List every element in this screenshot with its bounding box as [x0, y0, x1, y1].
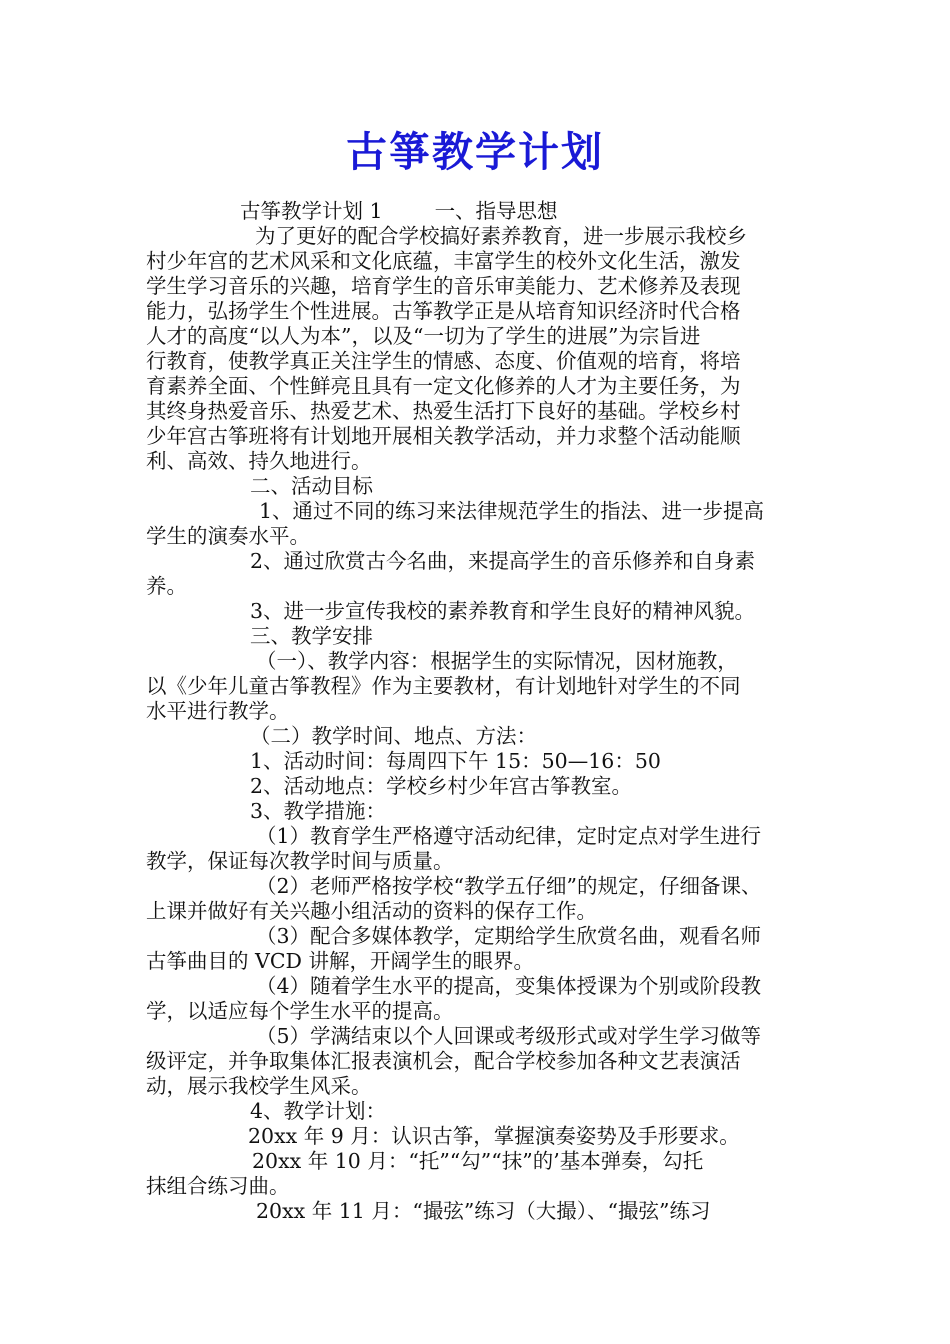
text-line: 育素养全面、个性鲜亮且具有一定文化修养的人才为主要任务，为 — [146, 374, 741, 398]
text-line: 其终身热爱音乐、热爱艺术、热爱生活打下良好的基础。学校乡村 — [146, 399, 741, 423]
text-line: 3、进一步宣传我校的素养教育和学生良好的精神风貌。 — [250, 599, 756, 623]
text-line: 学，以适应每个学生水平的提高。 — [146, 999, 454, 1023]
section-heading: 一、指导思想 — [434, 199, 558, 223]
text-line: 教学，保证每次教学时间与质量。 — [146, 849, 454, 873]
text-line: 级评定，并争取集体汇报表演机会，配合学校参加各种文艺表演活 — [146, 1049, 741, 1073]
text-line: 2、活动地点：学校乡村少年宫古筝教室。 — [250, 774, 633, 798]
text-line: 20xx 年 9 月：认识古筝，掌握演奏姿势及手形要求。 — [248, 1124, 740, 1148]
section-heading: 二、活动目标 — [250, 474, 373, 498]
text-line: 学生的演奏水平。 — [146, 524, 310, 548]
text-line: 20xx 年 10 月：“托”“勾”“抹”的’基本弹奏，勾托 — [252, 1149, 704, 1173]
text-line: 古筝曲目的 VCD 讲解，开阔学生的眼界。 — [146, 949, 534, 973]
text-line: （二）教学时间、地点、方法： — [250, 724, 537, 748]
text-line: 利、高效、持久地进行。 — [146, 449, 372, 473]
text-line: 2、通过欣赏古今名曲，来提高学生的音乐修养和自身素 — [250, 549, 756, 573]
text-line: 3、教学措施： — [250, 799, 387, 823]
text-line: （一）、教学内容：根据学生的实际情况，因材施教， — [256, 649, 738, 673]
text-line: 能力，弘扬学生个性进展。古筝教学正是从培育知识经济时代合格 — [146, 299, 741, 323]
text-line: 4、教学计划： — [250, 1099, 387, 1123]
text-line: 学生学习音乐的兴趣，培育学生的音乐审美能力、艺术修养及表现 — [146, 274, 741, 298]
text-line: 为了更好的配合学校搞好素养教育，进一步展示我校乡 — [255, 224, 747, 248]
text-line: （4）随着学生水平的提高，变集体授课为个别或阶段教 — [256, 974, 762, 998]
text-line: 少年宫古筝班将有计划地开展相关教学活动，并力求整个活动能顺 — [146, 424, 741, 448]
text-line: 村少年宫的艺术风采和文化底蕴，丰富学生的校外文化生活，激发 — [146, 249, 741, 273]
text-line — [240, 198, 910, 224]
text-line: 动，展示我校学生风采。 — [146, 1074, 372, 1098]
text-line: 行教育，使教学真正关注学生的情感、态度、价值观的培育，将培 — [146, 349, 741, 373]
text-line: （1）教育学生严格遵守活动纪律，定时定点对学生进行 — [256, 824, 762, 848]
text-line: 1、通过不同的练习来法律规范学生的指法、进一步提高 — [259, 499, 765, 523]
text-line: 抹组合练习曲。 — [146, 1174, 290, 1198]
text-line: 20xx 年 11 月：“撮弦”练习（大撮）、“撮弦”练习 — [256, 1199, 711, 1223]
text-line: （3）配合多媒体教学，定期给学生欣赏名曲，观看名师 — [256, 924, 762, 948]
text-line: 1、活动时间：每周四下午 15：50—16：50 — [250, 749, 661, 773]
text-line: （5）学满结束以个人回课或考级形式或对学生学习做等 — [256, 1024, 762, 1048]
text-line: 上课并做好有关兴趣小组活动的资料的保存工作。 — [146, 899, 597, 923]
text-line: 以《少年儿童古筝教程》作为主要教材，有计划地针对学生的不同 — [146, 674, 741, 698]
section-heading: 三、教学安排 — [250, 624, 373, 648]
text-line: （2）老师严格按学校“教学五仔细”的规定，仔细备课、 — [256, 874, 762, 898]
text-line: 水平进行教学。 — [146, 699, 290, 723]
text-line: 人才的高度“以人为本”，以及“一切为了学生的进展”为宗旨进 — [146, 324, 701, 348]
text-line: 养。 — [146, 574, 187, 598]
document-title: 古箏教学计划 — [346, 128, 604, 176]
line-text: 古筝教学计划 1 — [240, 199, 383, 223]
